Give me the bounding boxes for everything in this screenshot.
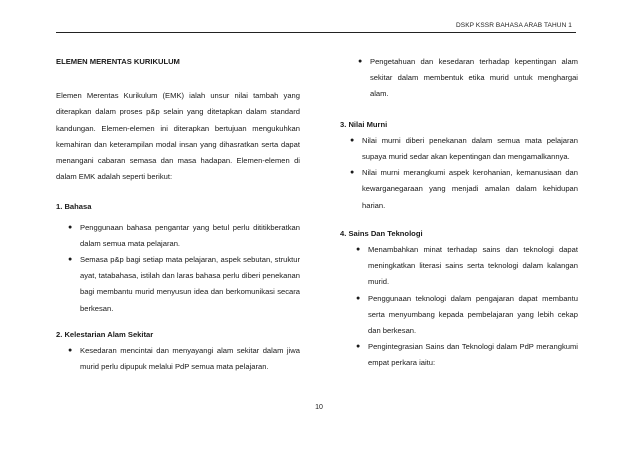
list-item	[68, 220, 300, 252]
list-item	[68, 252, 300, 317]
section-heading-bahasa: 1. Bahasa	[56, 202, 92, 212]
list-item-text: Nilai murni merangkumi aspek kerohanian, kemanusiaan dan kewarganegaraan yang menjadi amalan dalam kehidupan harian.	[362, 168, 578, 210]
bullet-icon: ●	[356, 294, 361, 302]
section-heading-kelestarian: 2. Kelestarian Alam Sekitar	[56, 329, 154, 339]
section-bahasa	[56, 199, 300, 316]
list-item-text: Pengetahuan dan kesedaran terhadap kepentingan alam sekitar dalam membentuk etika murid untuk menghargai alam.	[370, 57, 578, 99]
section-title: ELEMEN MERENTAS KURIKULUM	[56, 57, 180, 66]
list-item-text: Penggunaan teknologi dalam pengajaran dapat membantu serta menyumbang kepada pembelajaran yang lebih cekap dan berkesan.	[368, 293, 578, 336]
intro-paragraph: Elemen Merentas Kurikulum (EMK) ialah unsur nilai tambah yang diterapkan dalam proses p&p selain yang ditetapkan dalam standard kandungan. Elemen-elemen ini diterapkan bertujuan mengukuhkan kemahiran dan keterampilan modal insan yang dihasratkan serta dapat menangani cabaran semasa dan masa hadapan. Elemen-elemen di dalam EMK adalah seperti berikut:	[56, 91, 300, 182]
bullet-icon: ●	[68, 256, 73, 264]
section-nilai-murni	[340, 117, 578, 214]
list-item-text: Semasa p&p bagi setiap mata pelajaran, aspek sebutan, struktur ayat, tatabahasa, istilah dan laras bahasa perlu diberi penekanan bagi membantu murid menyusun idea dan berkomunikasi secara berkesan.	[80, 255, 300, 313]
list-item	[358, 54, 578, 103]
list-item	[356, 291, 578, 340]
section-sains-teknologi	[340, 226, 578, 372]
left-column	[56, 54, 300, 375]
section-heading-sains-teknologi: 4. Sains Dan Teknologi	[340, 228, 423, 238]
section-kelestarian	[56, 327, 300, 376]
list-item-text: Menambahkan minat terhadap sains dan teknologi dapat meningkatkan literasi sains serta teknologi dalam kalangan murid.	[368, 245, 578, 287]
bahasa-list	[68, 220, 300, 317]
list-item	[68, 343, 300, 375]
bullet-icon: ●	[68, 223, 73, 231]
section-heading-nilai-murni: 3. Nilai Murni	[340, 119, 388, 129]
bullet-icon: ●	[350, 136, 355, 144]
list-item-text: Penggunaan bahasa pengantar yang betul perlu dititikberatkan dalam semua mata pelajaran.	[80, 222, 300, 248]
continued-list	[358, 54, 578, 103]
bullet-icon: ●	[358, 58, 363, 65]
list-item	[356, 242, 578, 291]
sains-teknologi-list	[356, 242, 578, 372]
bullet-icon: ●	[356, 343, 361, 351]
bullet-icon: ●	[350, 169, 355, 177]
list-item-text: Nilai murni diberi penekanan dalam semua mata pelajaran supaya murid sedar akan kepentingan dan mengamalkannya.	[362, 135, 578, 162]
list-item	[356, 339, 578, 371]
nilai-murni-list	[350, 133, 578, 214]
bullet-icon: ●	[356, 246, 361, 254]
list-item	[350, 133, 578, 165]
right-column	[340, 54, 578, 372]
running-header: DSKP KSSR BAHASA ARAB TAHUN 1	[456, 22, 572, 29]
page-number: 10	[315, 404, 323, 411]
list-item-text: Kesedaran mencintai dan menyayangi alam sekitar dalam jiwa murid perlu dipupuk melalui PdP semua mata pelajaran.	[80, 346, 300, 372]
list-item	[350, 165, 578, 214]
list-item-text: Pengintegrasian Sains dan Teknologi dalam PdP merangkumi empat perkara iaitu:	[368, 342, 578, 368]
bullet-icon: ●	[68, 347, 73, 355]
kelestarian-list	[68, 343, 300, 375]
header-rule	[56, 32, 576, 33]
